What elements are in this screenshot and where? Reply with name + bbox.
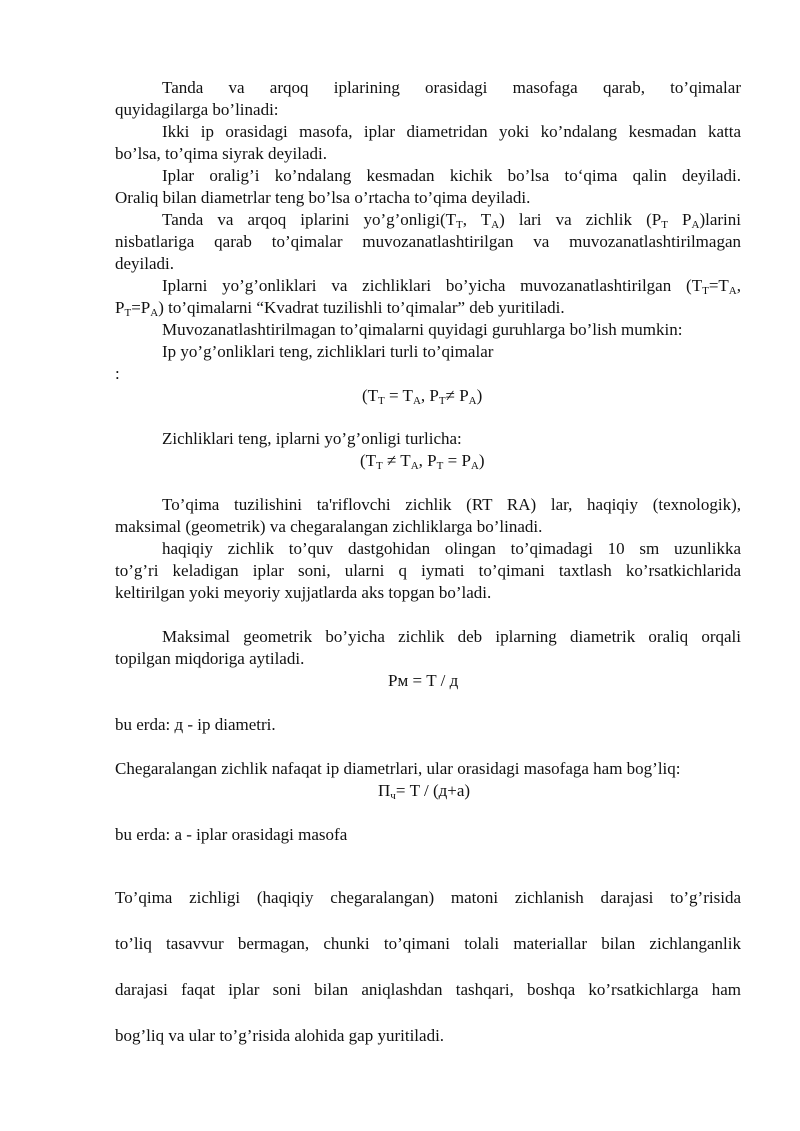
paragraph-line: Oraliq bilan diametrlar teng bo’lsa o’rtacha to’qima deyiladi. [115, 188, 531, 207]
paragraph-line: bog’liq va ular to’g’risida alohida gap yuritiladi. [115, 1026, 445, 1045]
paragraph-line: deyiladi. [115, 254, 175, 273]
paragraph-line: Iplar oralig’i ko’ndalang kesmadan kichik bo’lsa to‘qima qalin deyiladi. [162, 166, 741, 185]
paragraph-line: To’qima zichligi (haqiqiy chegaralangan) matoni zichlanish darajasi to’g’risida [115, 888, 741, 907]
paragraph-line: Ip yo’g’onliklari teng, zichliklari turli to’qimalar [162, 342, 494, 361]
paragraph-line: bu erda: д - ip diametri. [115, 715, 276, 734]
paragraph-line: haqiqiy zichlik to’quv dastgohidan olingan to’qimadagi 10 sm uzunlikka [162, 539, 741, 558]
paragraph-line: $P_T=P_A$) to’qimalarni “Kvadrat tuzilishli to’qimalar” deb yuritiladi. [115, 298, 565, 319]
paragraph-line: bu erda: a - iplar orasidagi masofa [115, 825, 348, 844]
paragraph-line: Tanda va arqoq iplarining orasidagi masofaga qarab, to’qimalar [162, 78, 741, 97]
paragraph-line: Maksimal geometrik bo’yicha zichlik deb iplarning diametrik oraliq orqali [162, 627, 741, 646]
paragraph-line: Ikki ip orasidagi masofa, iplar diametridan yoki ko’ndalang kesmadan katta [162, 122, 741, 141]
paragraph-line: topilgan miqdoriga aytiladi. [115, 649, 305, 668]
paragraph-line: Chegaralangan zichlik nafaqat ip diametrlari, ular orasidagi masofaga ham bog’liq: [115, 759, 681, 778]
paragraph-line: keltirilgan yoki meyoriy xujjatlarda aks topgan bo’ladi. [115, 583, 492, 602]
paragraph-line: nisbatlariga qarab to’qimalar muvozanatlashtirilgan va muvozanatlashtirilmagan [115, 232, 741, 251]
paragraph-line: Iplarni yo’g’onliklari va zichliklari bo’yicha muvozanatlashtirilgan ($T_T=T_A$, [162, 276, 741, 297]
paragraph-line: : [115, 364, 120, 383]
paragraph-line: bo’lsa, to’qima siyrak deyiladi. [115, 144, 327, 163]
formula: Pм = T / д [388, 671, 459, 690]
formula: ($T_T \ne T_A$, $P_T = P_A$) [360, 451, 485, 472]
paragraph-line: To’qima tuzilishini ta'riflovchi zichlik (RT RA) lar, haqiqiy (texnologik), [162, 495, 741, 514]
paragraph-line: to’g’ri keladigan iplar soni, ularni q iymati to’qimani taxtlash ko’rsatkichlarida [115, 561, 741, 580]
formula: $П_ч= T / (д+a)$ [378, 781, 471, 802]
formula: ($T_T = T_A$, $P_T\ne P_A$) [362, 386, 483, 407]
paragraph-line: maksimal (geometrik) va chegaralangan zichliklarga bo’linadi. [115, 517, 543, 536]
paragraph-line: Tanda va arqoq iplarini $yo’g’onligi(T_T$, $T_A$) lari va zichlik ($P_T$ $P_A)larini$ [162, 210, 741, 231]
paragraph-line: quyidagilarga bo’linadi: [115, 100, 279, 119]
paragraph-line: Muvozanatlashtirilmagan to’qimalarni quyidagi guruhlarga bo’lish mumkin: [162, 320, 683, 339]
paragraph-line: to’liq tasavvur bermagan, chunki to’qimani tolali materiallar bilan zichlanganlik [115, 934, 741, 953]
paragraph-line: darajasi faqat iplar soni bilan aniqlashdan tashqari, boshqa ko’rsatkichlarga ham [115, 980, 741, 999]
paragraph-line: Zichliklari teng, iplarni yo’g’onligi turlicha: [162, 429, 462, 448]
